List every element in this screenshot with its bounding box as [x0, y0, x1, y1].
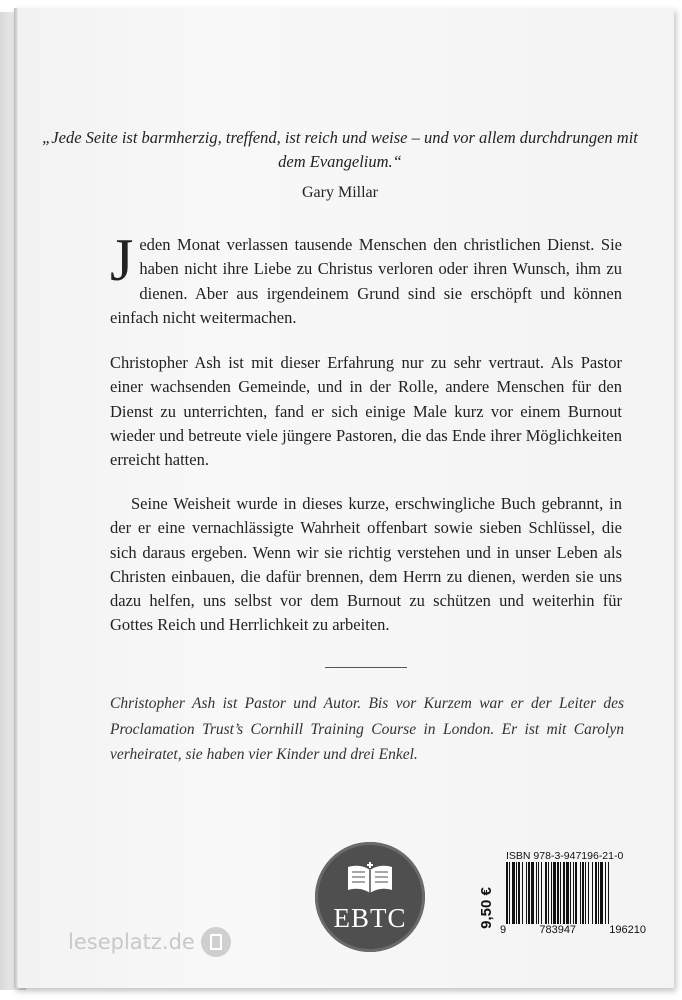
watermark	[68, 927, 231, 957]
barcode-digits-right: 196210	[609, 924, 646, 936]
paragraph-intro-text: eden Monat verlassen tausende Menschen den christlichen Dienst. Sie haben nicht ihre Liebe zu Christus verloren oder ihren Wunsch, ihm zu dienen. Aber aus irgendeinem Grund sind sie erschöpft und können einfach nicht weitermachen.	[110, 235, 622, 327]
book-edge	[14, 8, 18, 988]
publisher-logo	[315, 842, 425, 952]
barcode-digits	[500, 924, 646, 936]
barcode-digit-lead: 9	[500, 924, 507, 936]
section-divider	[325, 667, 407, 668]
drop-cap: J	[110, 227, 134, 293]
publisher-name: EBTC	[333, 903, 407, 933]
paragraph-book-summary: Seine Weisheit wurde in dieses kurze, erschwingliche Buch gebrannt, in der er eine vernachlässigte Wahrheit offenbart sowie sieben Schlüssel, die sich daraus ergeben. Wenn wir sie richtig verstehen und in unser Leben als Christen einbauen, die dafür brennen, dem Herrn zu dienen, werden sie uns dazu helfen, uns selbst vor dem Burnout zu schützen und weiterhin für Gottes Reich und Herrlichkeit zu arbeiten.	[110, 494, 622, 635]
paragraph-intro	[110, 227, 622, 330]
paragraph-author-experience: Christopher Ash ist mit dieser Erfahrung nur zu sehr vertraut. Als Pastor einer wachsenden Gemeinde, und in der Rolle, andere Menschen für den Dienst zu unterrichten, fand er sich einige Male kurz vor einem Burnout wieder und betreute viele jüngere Pastoren, die das Ende ihrer Möglichkeiten erreicht hatten.	[110, 353, 622, 470]
author-bio: Christopher Ash ist Pastor und Autor. Bis vor Kurzem war er der Leiter des Proclamation Trust’s Cornhill Training Course in London. Er ist mit Carolyn verheiratet, sie haben vier Kinder und drei Enkel.	[110, 695, 624, 763]
barcode-digits-left: 783947	[539, 924, 577, 936]
book-badge-icon	[201, 927, 231, 957]
isbn-label: ISBN 978-3-947196-21-0	[506, 850, 624, 862]
endorsement-quote: „Jede Seite ist barmherzig, treffend, ist reich und weise – und vor allem durchdrungen mit dem Evangelium.“	[42, 128, 638, 171]
price-label: 9,50 €	[477, 887, 495, 929]
watermark-text: leseplatz.de	[68, 930, 195, 954]
barcode	[506, 862, 642, 924]
quote-author: Gary Millar	[302, 184, 378, 201]
open-book-icon	[345, 862, 395, 896]
